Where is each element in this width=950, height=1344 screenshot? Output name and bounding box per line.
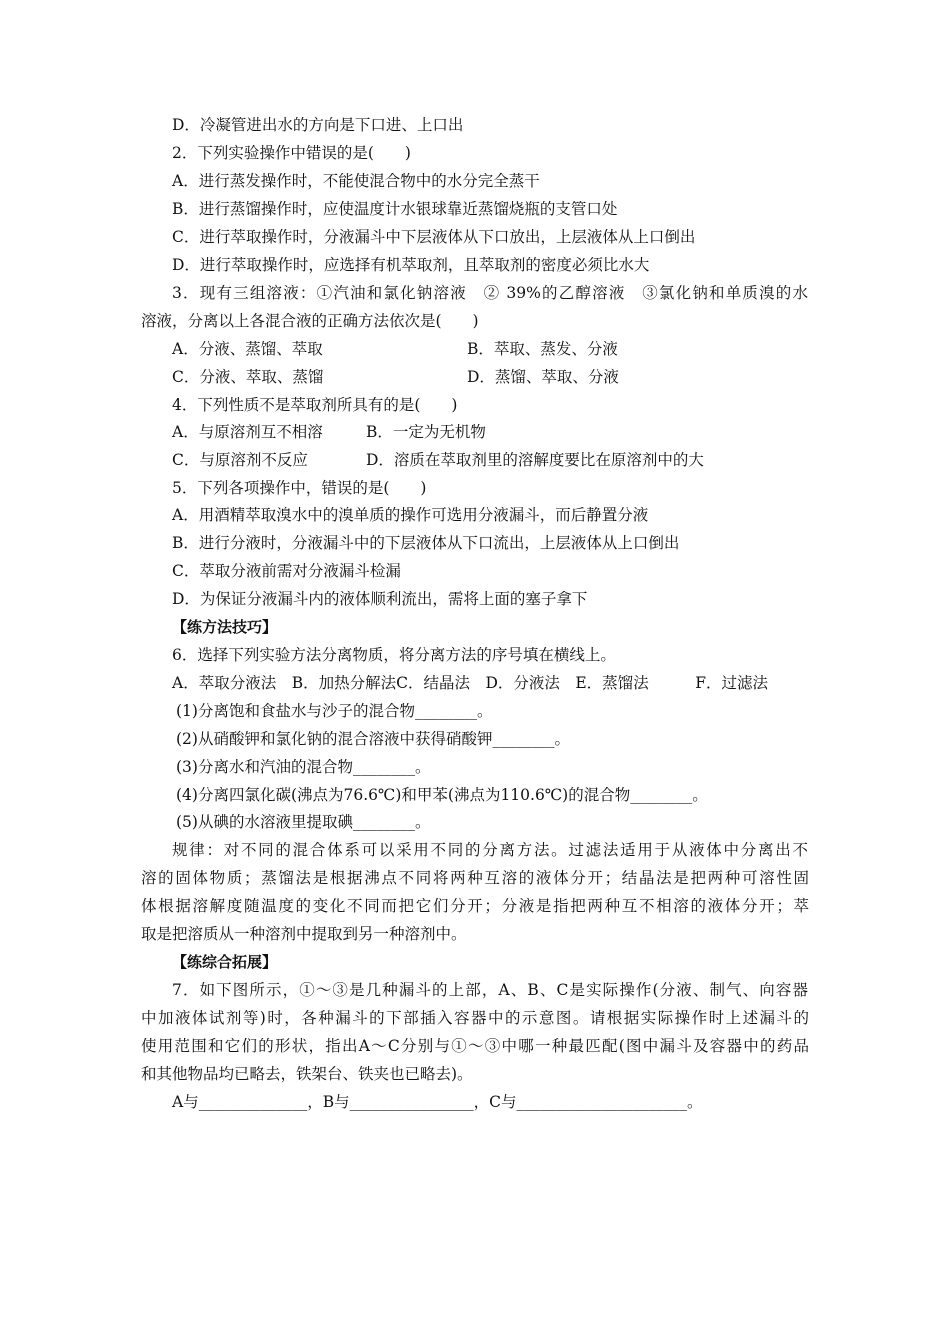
- q5-stem: 5．下列各项操作中，错误的是( ): [172, 479, 427, 497]
- q3-option-b: B．萃取、蒸发、分液: [467, 340, 618, 358]
- q3-stem-line2: 溶液，分离以上各混合液的正确方法依次是( ): [141, 312, 479, 330]
- q2-option-a: A．进行蒸发操作时，不能使混合物中的水分完全蒸干: [172, 172, 540, 190]
- q6-sub2: (2)从硝酸钾和氯化钠的混合溶液中获得硝酸钾________。: [176, 730, 570, 748]
- q5-option-d: D．为保证分液漏斗内的液体顺利流出，需将上面的塞子拿下: [172, 590, 588, 608]
- q7-line2: 中加液体试剂等)时，各种漏斗的下部插入容器中的示意图。请根据实际操作时上述漏斗的: [141, 1009, 809, 1027]
- q5-option-b: B．进行分液时，分液漏斗中的下层液体从下口流出，上层液体从上口倒出: [172, 534, 680, 552]
- rule-line1: 规律：对不同的混合体系可以采用不同的分离方法。过滤法适用于从液体中分离出不: [172, 841, 808, 859]
- q3-option-a: A．分液、蒸馏、萃取: [172, 340, 323, 358]
- section-heading-extension: 【练综合拓展】: [172, 953, 278, 971]
- q6-stem: 6．选择下列实验方法分离物质，将分离方法的序号填在横线上。: [172, 646, 616, 664]
- q2-option-b: B．进行蒸馏操作时，应使温度计水银球靠近蒸馏烧瓶的支管口处: [172, 200, 618, 218]
- q7-line3: 使用范围和它们的形状，指出A～C分别与①～③中哪一种最匹配(图中漏斗及容器中的药品: [141, 1037, 809, 1055]
- q3-option-c: C．分液、萃取、蒸馏: [172, 368, 324, 386]
- q6-options: A．萃取分液法 B．加热分解法C．结晶法 D．分液法 E．蒸馏法 F．过滤法: [172, 674, 768, 692]
- q5-option-a: A．用酒精萃取溴水中的溴单质的操作可选用分液漏斗，而后静置分液: [172, 506, 649, 524]
- q4-option-b: B．一定为无机物: [366, 423, 486, 441]
- q2-stem: 2．下列实验操作中错误的是( ): [172, 144, 411, 162]
- q5-option-c: C．萃取分液前需对分液漏斗检漏: [172, 562, 401, 580]
- q4-stem: 4．下列性质不是萃取剂所具有的是( ): [172, 396, 458, 414]
- q3-stem-line1: 3．现有三组溶液：①汽油和氯化钠溶液 ② 39%的乙醇溶液 ③氯化钠和单质溴的水: [172, 284, 808, 302]
- q2-option-d: D．进行萃取操作时，应选择有机萃取剂，且萃取剂的密度必须比水大: [172, 256, 650, 274]
- rule-line3: 体根据溶解度随温度的变化不同而把它们分开；分液是指把两种互不相溶的液体分开；萃: [141, 897, 809, 915]
- rule-line2: 溶的固体物质；蒸馏法是根据沸点不同将两种互溶的液体分开；结晶法是把两种可溶性固: [141, 869, 809, 887]
- q6-sub5: (5)从碘的水溶液里提取碘________。: [176, 813, 431, 831]
- q6-sub3: (3)分离水和汽油的混合物________。: [176, 758, 431, 776]
- q4-option-a: A．与原溶剂互不相溶: [172, 423, 323, 441]
- q6-sub1: (1)分离饱和食盐水与沙子的混合物________。: [176, 702, 493, 720]
- q7-line4: 和其他物品均已略去，铁架台、铁夹也已略去)。: [141, 1065, 473, 1083]
- q7-answer-line: A与______________，B与________________，C与______________________。: [172, 1093, 703, 1111]
- section-heading-methods: 【练方法技巧】: [172, 618, 278, 636]
- q4-option-c: C．与原溶剂不反应: [172, 451, 308, 469]
- q4-option-d: D．溶质在萃取剂里的溶解度要比在原溶剂中的大: [366, 451, 704, 469]
- q6-sub4: (4)分离四氯化碳(沸点为76.6℃)和甲苯(沸点为110.6℃)的混合物________。: [176, 786, 708, 804]
- q7-line1: 7．如下图所示，①～③是几种漏斗的上部，A、B、C是实际操作(分液、制气、向容器: [172, 981, 808, 999]
- q3-option-d: D．蒸馏、萃取、分液: [467, 368, 619, 386]
- q1-option-d: D．冷凝管进出水的方向是下口进、上口出: [172, 116, 464, 134]
- q2-option-c: C．进行萃取操作时，分液漏斗中下层液体从下口放出，上层液体从上口倒出: [172, 228, 696, 246]
- rule-line4: 取是把溶质从一种溶剂中提取到另一种溶剂中。: [141, 925, 467, 943]
